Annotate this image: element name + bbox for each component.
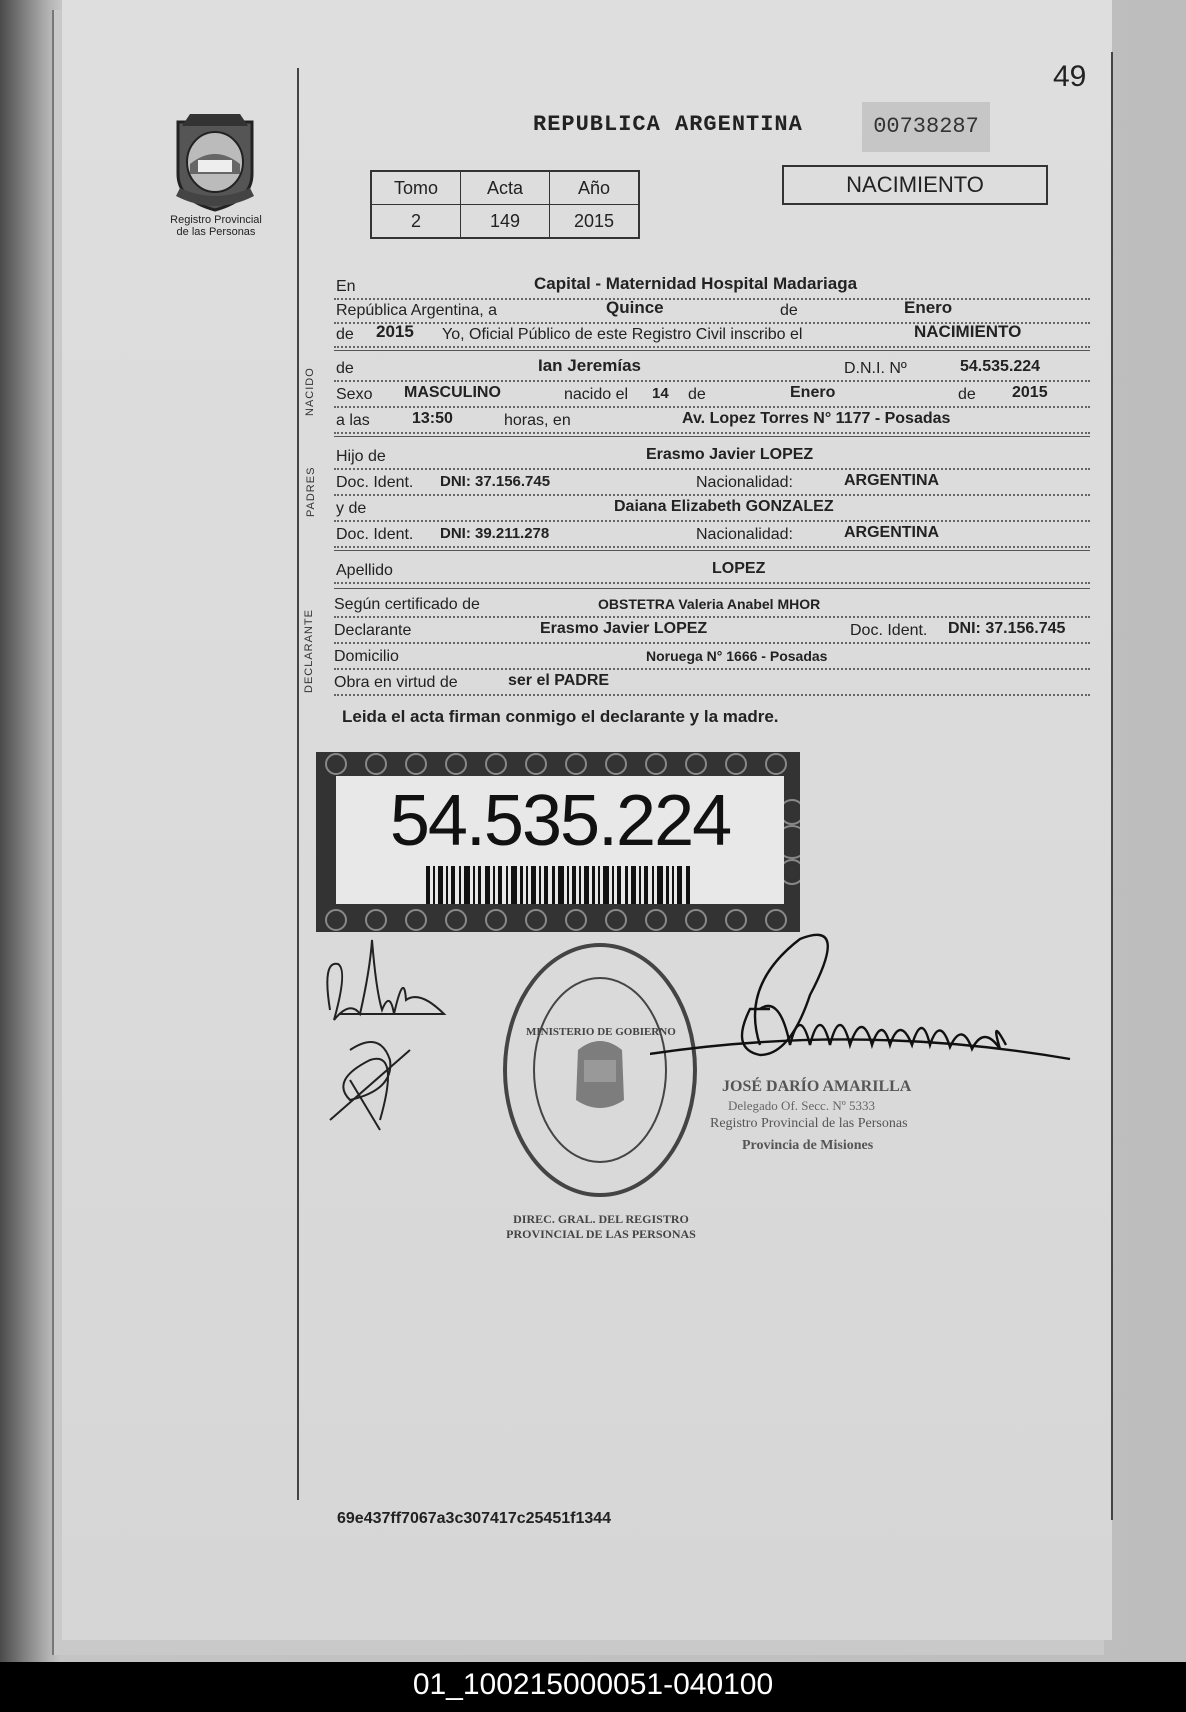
de-label: de <box>688 386 706 403</box>
row-madre <box>334 494 1090 522</box>
official-signature <box>650 925 1080 1095</box>
barcode-icon <box>426 866 696 904</box>
declarant-dni-value: DNI: 37.156.745 <box>948 620 1066 637</box>
row-sexo <box>334 380 1090 408</box>
hijo-de-label: Hijo de <box>336 448 386 465</box>
surname-value: LOPEZ <box>712 560 766 577</box>
row-domicilio <box>334 642 1090 670</box>
sexo-value: MASCULINO <box>404 384 501 401</box>
official-office: Registro Provincial de las Personas <box>710 1116 908 1131</box>
provincial-seal-icon <box>168 104 262 212</box>
father-nationality-value: ARGENTINA <box>844 472 940 489</box>
doc-ident-label: Doc. Ident. <box>336 474 414 491</box>
de-label: de <box>336 360 354 377</box>
tomo-label: Tomo <box>371 171 461 205</box>
tomo-value: 2 <box>371 205 461 239</box>
anio-label: Año <box>550 171 640 205</box>
dni-label-area <box>336 776 784 904</box>
registry-header-row <box>371 171 639 205</box>
official-province: Provincia de Misiones <box>742 1138 874 1153</box>
month-value: Enero <box>904 298 953 317</box>
de-label: de <box>336 326 354 343</box>
row-hora <box>334 406 1090 434</box>
closing-statement: Leida el acta firman conmigo el declarante y la madre. <box>342 707 779 726</box>
section-divider <box>334 588 1090 589</box>
row-padre <box>334 442 1090 470</box>
nacionalidad-label: Nacionalidad: <box>696 526 793 543</box>
doc-ident-label: Doc. Ident. <box>850 622 928 639</box>
section-label-padres: PADRES <box>305 466 317 517</box>
republica-label: República Argentina, a <box>336 302 497 319</box>
child-name-value: Ian Jeremías <box>538 356 642 375</box>
birth-day-value: 14 <box>652 385 669 402</box>
registry-table <box>370 170 640 239</box>
country-heading: REPUBLICA ARGENTINA <box>533 112 803 137</box>
document-type-box: NACIMIENTO <box>782 165 1048 205</box>
capacity-value: ser el PADRE <box>508 672 610 689</box>
section-divider <box>334 350 1090 351</box>
sexo-label: Sexo <box>336 386 373 403</box>
obra-label: Obra en virtud de <box>334 674 458 691</box>
document-hash: 69e437ff7067a3c307417c25451f1344 <box>337 1510 612 1527</box>
row-padre-doc <box>334 468 1090 496</box>
page-number: 49 <box>1053 60 1087 93</box>
y-de-label: y de <box>336 500 367 517</box>
nacido-el-label: nacido el <box>564 386 629 403</box>
registry-value-row <box>371 205 639 239</box>
anio-value: 2015 <box>550 205 640 239</box>
seal-caption: Registro Provincial de las Personas <box>170 214 262 238</box>
day-word-value: Quince <box>606 298 664 317</box>
row-nombre <box>334 354 1090 382</box>
mother-dni-value: DNI: 39.211.278 <box>440 525 550 542</box>
en-label: En <box>336 278 356 295</box>
inscribo-value: NACIMIENTO <box>914 322 1022 341</box>
section-divider <box>334 436 1090 437</box>
birth-place-value: Av. Lopez Torres N° 1177 - Posadas <box>682 410 951 427</box>
apellido-label: Apellido <box>336 562 393 579</box>
declarant-name-value: Erasmo Javier LOPEZ <box>540 620 708 637</box>
official-name: JOSÉ DARÍO AMARILLA <box>722 1078 912 1095</box>
row-inscribo <box>334 320 1090 348</box>
declarant-signature <box>320 930 460 1140</box>
father-name-value: Erasmo Javier LOPEZ <box>646 446 814 463</box>
stamp-inner-text: MINISTERIO DE GOBIERNO <box>526 1026 676 1038</box>
mother-name-value: Daiana Elizabeth GONZALEZ <box>614 498 834 515</box>
nacionalidad-label: Nacionalidad: <box>696 474 793 491</box>
segun-label: Según certificado de <box>334 596 480 613</box>
left-margin-rule <box>297 68 299 1500</box>
mother-nationality-value: ARGENTINA <box>844 524 940 541</box>
section-divider <box>334 550 1090 551</box>
child-dni-value: 54.535.224 <box>960 358 1041 375</box>
row-obra <box>334 668 1090 696</box>
place-value: Capital - Maternidad Hospital Madariaga <box>534 274 858 293</box>
de-label: de <box>958 386 976 403</box>
section-label-declarante: DECLARANTE <box>303 609 315 693</box>
year-value: 2015 <box>376 322 414 341</box>
a-las-label: a las <box>336 412 370 429</box>
dni-sticker-number: 54.535.224 <box>389 781 731 861</box>
certificate-value: OBSTETRA Valeria Anabel MHOR <box>598 596 821 612</box>
dni-label: D.N.I. Nº <box>844 360 907 377</box>
official-title: Delegado Of. Secc. Nº 5333 <box>728 1098 875 1113</box>
serial-number: 00738287 <box>862 102 990 152</box>
address-value: Noruega N° 1666 - Posadas <box>646 648 828 664</box>
birth-year-value: 2015 <box>1012 384 1048 401</box>
domicilio-label: Domicilio <box>334 648 399 665</box>
acta-label: Acta <box>461 171 550 205</box>
horas-en-label: horas, en <box>504 412 571 429</box>
scan-file-id: 01_100215000051-040100 <box>412 1668 774 1701</box>
right-margin-rule <box>1111 52 1113 1520</box>
section-label-nacido: NACIDO <box>304 367 316 416</box>
stamp-ring-text: DIREC. GRAL. DEL REGISTRO PROVINCIAL DE LAS PERSONAS <box>506 1212 696 1241</box>
father-dni-value: DNI: 37.156.745 <box>440 473 551 490</box>
doc-ident-label: Doc. Ident. <box>336 526 414 543</box>
row-madre-doc <box>334 520 1090 548</box>
dni-sticker <box>316 752 800 932</box>
de-label: de <box>780 302 798 319</box>
declarante-label: Declarante <box>334 622 412 639</box>
acta-value: 149 <box>461 205 550 239</box>
row-declarante <box>334 616 1090 644</box>
row-apellido <box>334 556 1090 584</box>
oficial-text: Yo, Oficial Público de este Registro Civil inscribo el <box>442 326 803 343</box>
row-certificado <box>334 590 1090 618</box>
birth-time-value: 13:50 <box>412 410 453 427</box>
birth-month-value: Enero <box>790 384 836 401</box>
